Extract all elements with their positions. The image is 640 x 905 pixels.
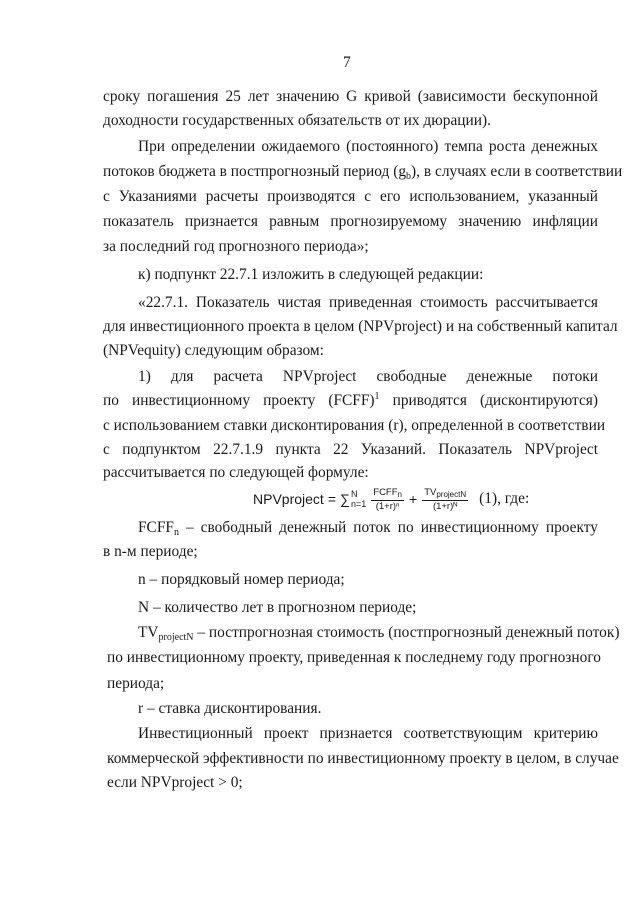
text-line: 1) для расчета NPVproject свободные денежные потоки xyxy=(138,368,598,385)
formula-lhs: NPVproject xyxy=(253,491,324,507)
text-line: рассчитывается по следующей формуле: xyxy=(103,464,369,481)
text-line: N – количество лет в прогнозном периоде; xyxy=(138,599,417,616)
text-line: (NPVequity) следующим образом: xyxy=(103,342,324,359)
text-line: в n-м периоде; xyxy=(103,543,198,560)
text-line: При определении ожидаемого (постоянного) темпа роста денежных xyxy=(138,138,598,155)
text-line: «22.7.1. Показатель чистая приведенная стоимость рассчитывается xyxy=(138,294,598,311)
text-line: $TV_{projectN}$ – постпрогнозная стоимость (постпрогнозный денежный поток) xyxy=(138,624,620,643)
text-line: периода; xyxy=(107,675,165,692)
text-line: $FCFF_n$ – свободный денежный поток по инвестиционному проекту xyxy=(138,519,598,538)
formula-equals: = xyxy=(327,491,336,507)
text-line: за последний год прогнозного периода»; xyxy=(103,238,369,255)
text-line: для инвестиционного проекта в целом (NPVproject) и на собственный капитал xyxy=(103,318,618,335)
text-line: r – ставка дисконтирования. xyxy=(138,700,322,717)
text-line: потоков бюджета в постпрогнозный период $(g_b)$, в случаях если в соответствии xyxy=(103,163,623,182)
text-line: к) подпункт 22.7.1 изложить в следующей редакции: xyxy=(138,266,484,283)
text-line: коммерческой эффективности по инвестиционному проекту в целом, в случае xyxy=(107,750,619,767)
formula-number: (1), где: xyxy=(479,490,530,507)
text-line: доходности государственных обязательств от их дюрации). xyxy=(103,112,491,129)
text-line: n – порядковый номер периода; xyxy=(138,571,345,588)
text-line: Инвестиционный проект признается соответствующим критерию xyxy=(138,725,598,742)
text-line: по инвестиционному проекту (FCFF)$^1$ приводятся (дисконтируются) xyxy=(103,391,598,409)
formula-plus: + xyxy=(409,491,418,507)
text-line: показатель признается равным прогнозируемому значению инфляции xyxy=(103,213,598,230)
fraction-fcff: $\frac{FCFF_n}{\text{(1+r)ⁿ}}$ xyxy=(373,486,402,512)
text-line: сроку погашения 25 лет значению G кривой (зависимости бескупонной xyxy=(103,88,598,105)
text-line: по инвестиционному проекту, приведенная к последнему году прогнозного xyxy=(107,649,601,666)
page-number: 7 xyxy=(343,54,351,71)
text-line: с использованием ставки дисконтирования (r), определенной в соответствии xyxy=(103,417,606,434)
sum-symbol: ∑ N n=1 xyxy=(340,489,367,509)
npv-formula xyxy=(253,482,529,516)
fraction-tv: $\frac{TV_{projectN}}{\text{(1+r)ᴺ}}$ xyxy=(424,486,467,512)
text-line: с подпунктом 22.7.1.9 пункта 22 Указаний. Показатель NPVproject xyxy=(103,441,598,458)
text-line: с Указаниями расчеты производятся с его использованием, указанный xyxy=(103,188,598,205)
text-line: если NPVproject > 0; xyxy=(107,774,243,791)
